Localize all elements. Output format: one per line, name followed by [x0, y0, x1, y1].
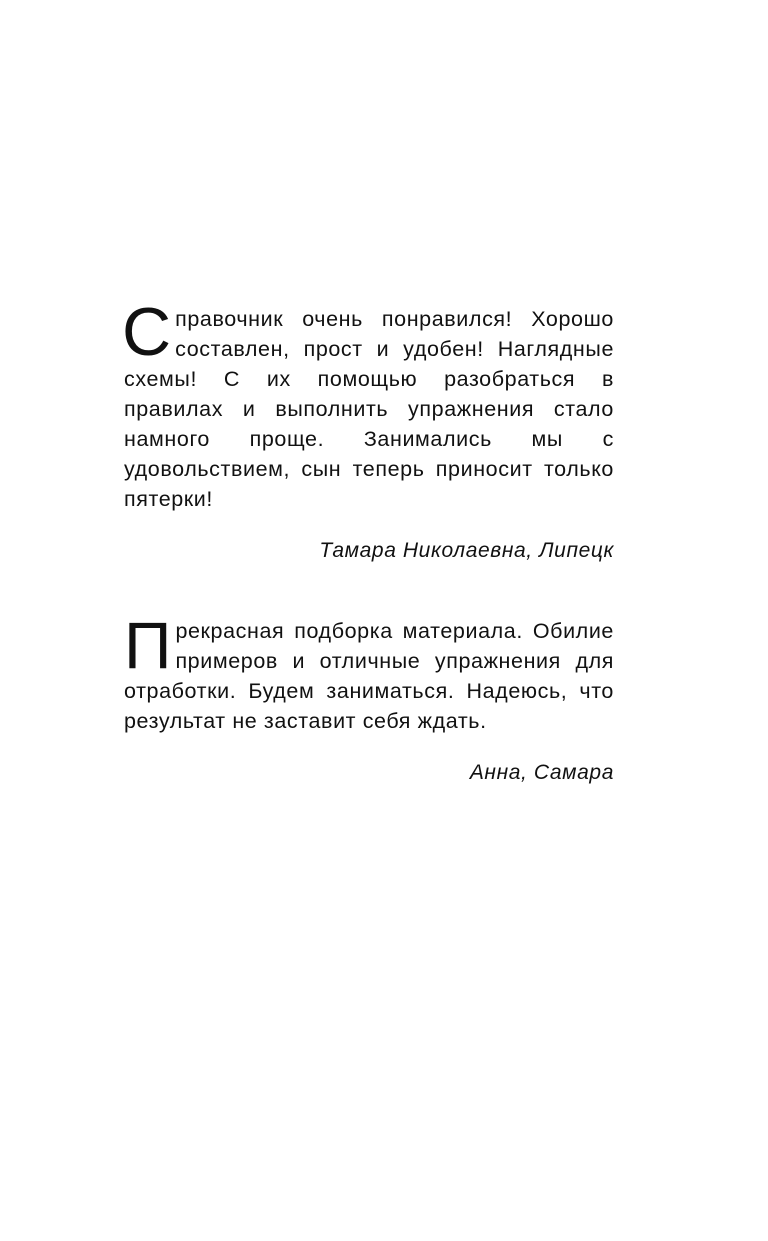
review-author: Анна, Самара: [469, 761, 614, 784]
review-author: Тамара Николаевна, Липецк: [319, 539, 614, 562]
review-body: правочник очень понравился! Хорошо составлен, прост и удобен! Наглядные схемы! С их помощью разобраться в правилах и выполнить упражнения стало намного проще. Занимались мы с удовольствием, сын теперь приносит только пятерки!: [124, 307, 614, 511]
review-body: рекрасная подборка материала. Обилие примеров и отличные упражнения для отработки. Будем заниматься. Надеюсь, что результат не заставит себя ждать.: [124, 619, 614, 733]
review-text: [122, 294, 614, 514]
review-tamara: [122, 294, 614, 566]
review-anna: [124, 608, 614, 788]
dropcap-letter: С: [122, 294, 172, 370]
dropcap-letter: П: [124, 608, 172, 682]
review-text: [124, 608, 614, 736]
